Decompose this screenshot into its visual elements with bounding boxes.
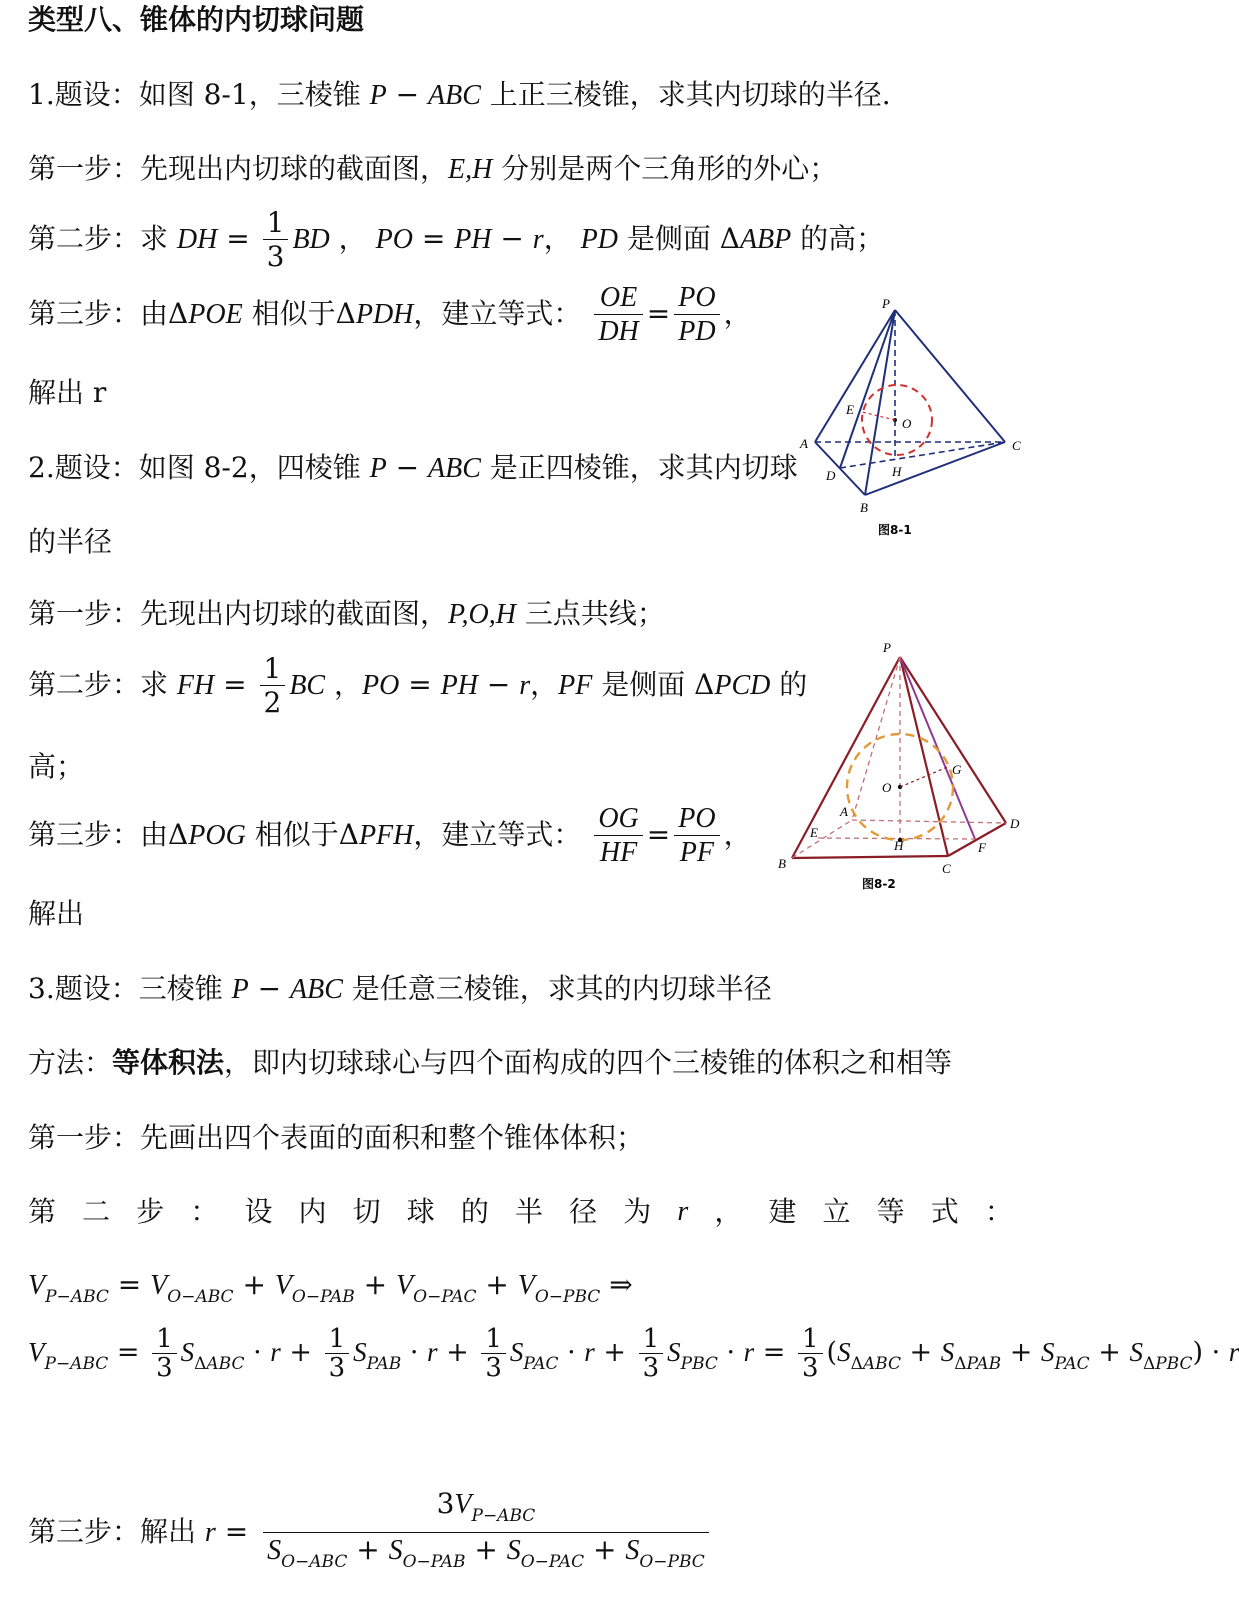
s3-step1: 第一步：先画出四个表面的面积和整个锥体体积； bbox=[28, 1121, 645, 1154]
s1-solve: 解出 r bbox=[28, 376, 107, 409]
fig1-label-a: A bbox=[800, 436, 808, 451]
s2-step1: 第一步：先现出内切球的截面图，P,O,H 三点共线； bbox=[28, 597, 665, 630]
fig2-label-c: C bbox=[942, 861, 951, 876]
page-title: 类型八、锥体的内切球问题 bbox=[28, 3, 365, 36]
fig2-label-e: E bbox=[810, 825, 818, 840]
fig2-label-g: G bbox=[952, 762, 962, 777]
s2-intro-cont: 的半径 bbox=[28, 525, 113, 558]
fig1-label-o: O bbox=[902, 416, 912, 431]
s2-solve: 解出 bbox=[28, 897, 85, 930]
s2-intro: 2.题设：如图 8-2，四棱锥 P − ABC 是正四棱锥，求其内切球 bbox=[28, 451, 798, 484]
fig1-label-h: H bbox=[892, 464, 902, 479]
fig2-label-p: P bbox=[883, 640, 891, 655]
fig1-label-e: E bbox=[846, 402, 854, 417]
s1-step2: 第二步：求 DH = $\frac{1}{3}$ BD ， PO = PH − r， PD 是侧面 ΔABP 的高； bbox=[28, 206, 885, 273]
fig1-label-p: P bbox=[882, 296, 890, 311]
s3-volume-sum: $V_{P-ABC} = V_{O-ABC} + V_{O-PAB} + V_{O-PAC} + V_{O-PBC}$ ⇒ bbox=[28, 1268, 633, 1307]
fig2-caption: 图8-2 bbox=[862, 877, 896, 891]
fig2-label-d: D bbox=[1010, 816, 1020, 831]
fig2-label-o: O bbox=[882, 780, 892, 795]
s1-step1: 第一步：先现出内切球的截面图，E,H 分别是两个三角形的外心； bbox=[28, 152, 838, 185]
figure-8-2 bbox=[770, 632, 1060, 902]
fig2-label-b: B bbox=[778, 856, 786, 871]
s2-step3: 第三步：由ΔPOG 相似于ΔPFH，建立等式： $\frac{OG}{HF}$ = $\frac{PO}{PF}$ ， bbox=[28, 803, 752, 868]
fig2-label-a: A bbox=[840, 804, 848, 819]
s3-method: 方法：等体积法，即内切球球心与四个面构成的四个三棱锥的体积之和相等 bbox=[28, 1046, 953, 1079]
s3-volume-expand: $V_{P-ABC}$ = $\frac{1}{3}$ $S_{\Delta ABC} \cdot r$ + $\frac{1}{3}$ $S_{PAB} \cdot r$ + $\frac{1}{3}$ $S_{PAC} \cdot r$ + $\frac{1}{3}$ $S_{PBC} \cdot r$ = $\frac{1}{3}$ $(S_{\Delta ABC} + S_{\Delta PAB} + S_{PAC} + S_{\Delta PBC}) \cdot r$ bbox=[28, 1324, 1239, 1383]
s3-step3: 第三步：解出 r = $\frac{3V_{P-ABC}}{S_{O-ABC} + S_{O-PAB} + S_{O-PAC} + S_{O-PBC}}$ bbox=[28, 1488, 713, 1579]
fig2-label-f: F bbox=[978, 840, 986, 855]
s3-step2: 第 二 步 ： 设 内 切 球 的 半 径 为 r ， 建 立 等 式 ： bbox=[28, 1195, 1013, 1228]
s3-intro: 3.题设：三棱锥 P − ABC 是任意三棱锥，求其的内切球半径 bbox=[28, 972, 772, 1005]
s2-step2: 第二步：求 FH = $\frac{1}{2}$ BC ，PO = PH − r，PF 是侧面 ΔPCD 的 bbox=[28, 652, 808, 719]
figure-8-1 bbox=[790, 290, 1040, 550]
s2-step2-cont: 高； bbox=[28, 750, 85, 783]
fig1-caption: 图8-1 bbox=[878, 523, 912, 537]
fig2-label-h: H bbox=[894, 838, 904, 853]
fig1-label-c: C bbox=[1012, 438, 1021, 453]
fig1-label-b: B bbox=[860, 500, 868, 515]
s1-step3: 第三步：由ΔPOE 相似于ΔPDH，建立等式： $\frac{OE}{DH}$ = $\frac{PO}{PD}$ ， bbox=[28, 282, 752, 347]
s1-intro: 1.题设：如图 8-1，三棱锥 P − ABC 上正三棱锥，求其内切球的半径. bbox=[28, 78, 891, 111]
fig1-label-d: D bbox=[826, 468, 836, 483]
